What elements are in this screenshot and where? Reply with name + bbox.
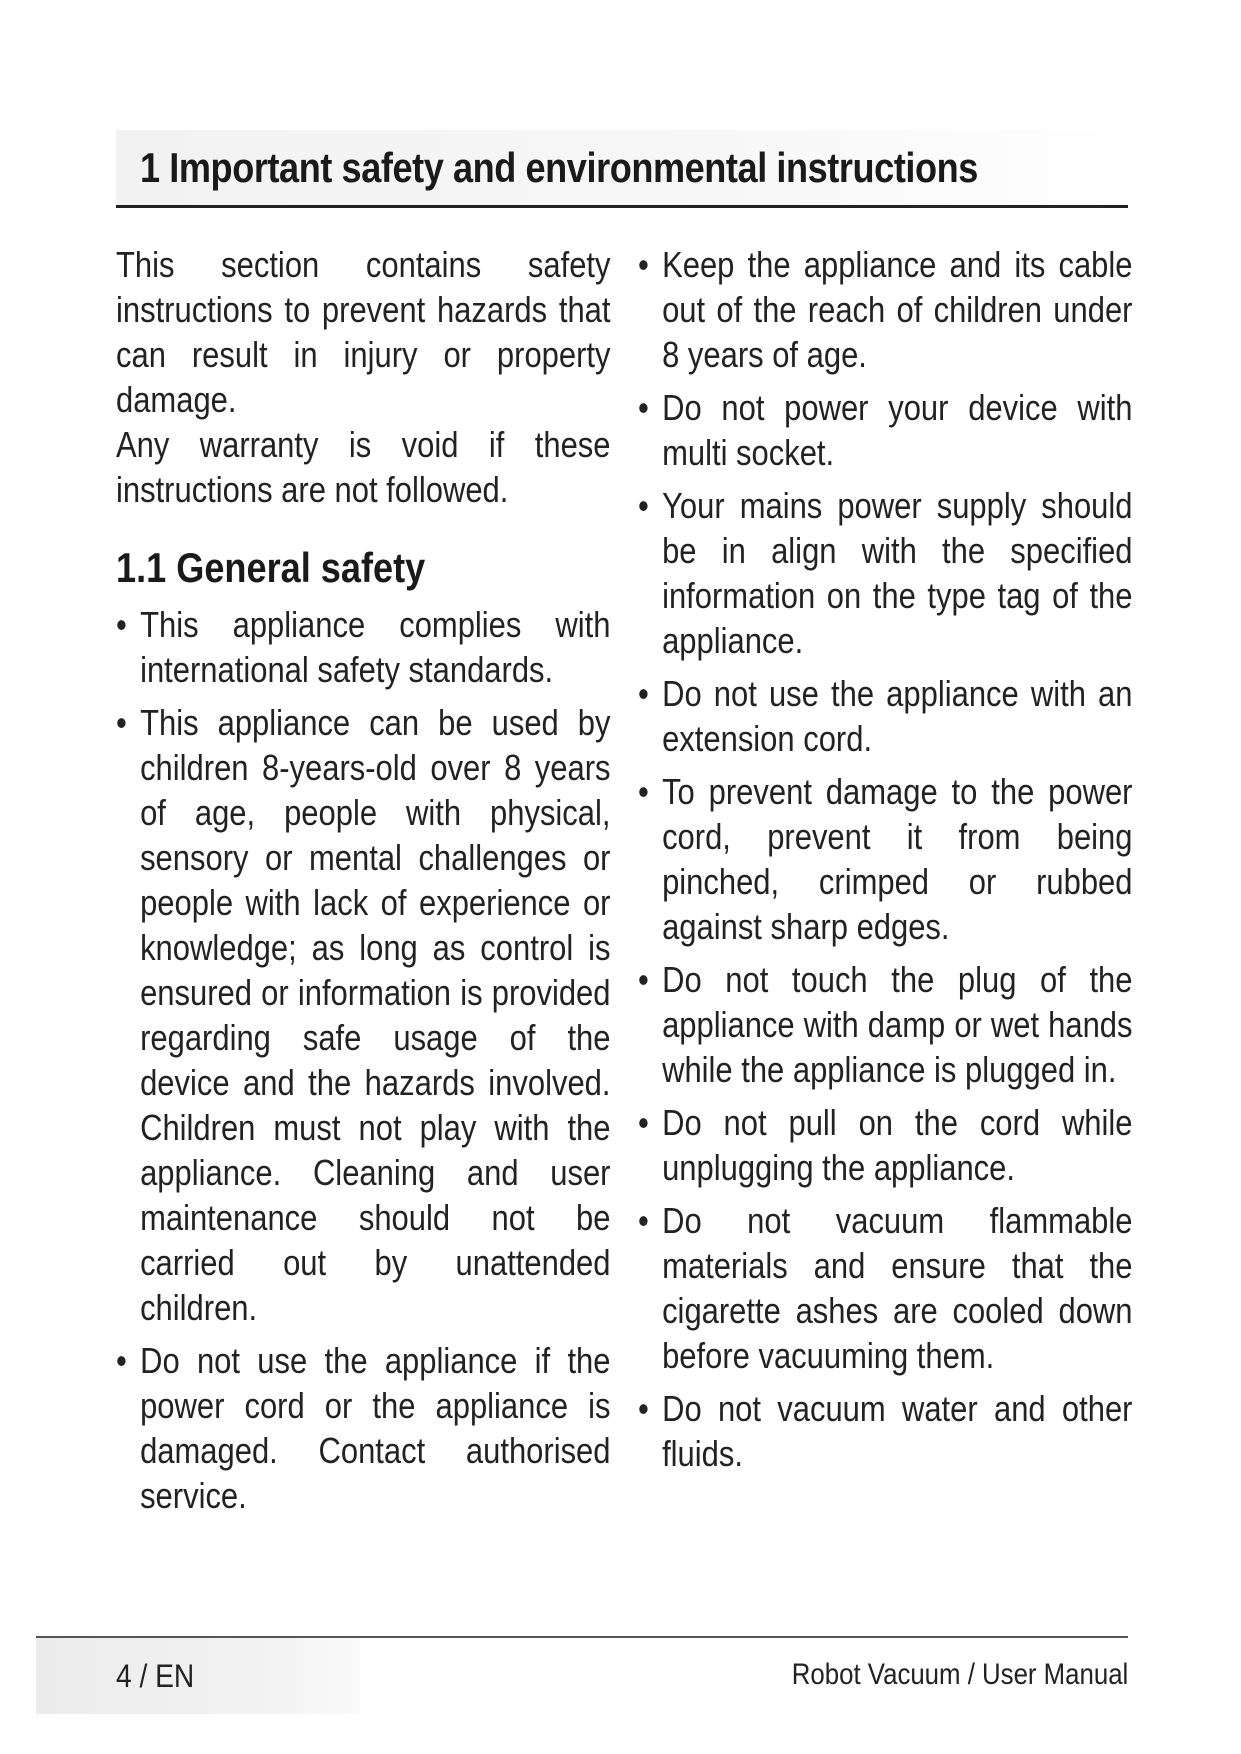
- bullet-icon: •: [638, 673, 649, 714]
- footer-page-box: [36, 1638, 360, 1714]
- bullet-icon: •: [638, 1388, 649, 1429]
- section-heading: 1 Important safety and environmental instructions: [140, 144, 978, 191]
- bullet-icon: •: [638, 1200, 649, 1241]
- subsection-title: 1.1 General safety: [116, 544, 426, 591]
- list-item: • To prevent damage to the power cord, prevent it from being pinched, crimped or rubbed against sharp edges.: [638, 771, 1133, 947]
- list-item: • Do not vacuum flammable materials and ensure that the cigarette ashes are cooled down before vacuuming them.: [638, 1200, 1133, 1376]
- bullet-icon: •: [638, 244, 649, 285]
- general-safety-list: [116, 602, 611, 1518]
- list-item: • Keep the appliance and its cable out of the reach of children under 8 years of age.: [638, 244, 1133, 375]
- intro-paragraph: This section contains safety instructions to prevent hazards that can result in injury or property damage.: [116, 244, 611, 420]
- bullet-icon: •: [638, 387, 649, 428]
- bullet-icon: •: [638, 959, 649, 1000]
- warranty-paragraph: Any warranty is void if these instructions are not followed.: [116, 424, 611, 510]
- left-column: [116, 242, 610, 1526]
- bullet-icon: •: [638, 485, 649, 526]
- list-item: • Your mains power supply should be in align with the specified information on the type tag of the appliance.: [638, 485, 1133, 661]
- bullet-icon: •: [116, 604, 127, 645]
- page-number: 4 / EN: [116, 1658, 195, 1694]
- list-item: • Do not power your device with multi socket.: [638, 387, 1133, 473]
- list-item: • Do not use the appliance if the power cord or the appliance is damaged. Contact authorised service.: [116, 1340, 611, 1516]
- bullet-icon: •: [116, 1340, 127, 1381]
- right-column: [638, 242, 1132, 1484]
- list-item: • This appliance complies with international safety standards.: [116, 604, 611, 690]
- list-item: • Do not pull on the cord while unplugging the appliance.: [638, 1102, 1133, 1188]
- bullet-icon: •: [638, 771, 649, 812]
- footer-manual-title: Robot Vacuum / User Manual: [791, 1658, 1128, 1691]
- list-item: • This appliance can be used by children 8-years-old over 8 years of age, people with physical, sensory or mental challenges or people with lack of experience or knowledge; as long as control is ensured or information is provided regarding safe usage of the device and the hazards involved. Children must not play with the appliance. Cleaning and user maintenance should not be carried out by unattended children.: [116, 702, 611, 1328]
- list-item: • Do not use the appliance with an extension cord.: [638, 673, 1133, 759]
- list-item: • Do not vacuum water and other fluids.: [638, 1388, 1133, 1474]
- bullet-icon: •: [638, 1102, 649, 1143]
- safety-list-continued: [638, 242, 1133, 1476]
- bullet-icon: •: [116, 702, 127, 743]
- list-item: • Do not touch the plug of the appliance with damp or wet hands while the appliance is plugged in.: [638, 959, 1133, 1090]
- section-heading-bar: [116, 130, 1128, 208]
